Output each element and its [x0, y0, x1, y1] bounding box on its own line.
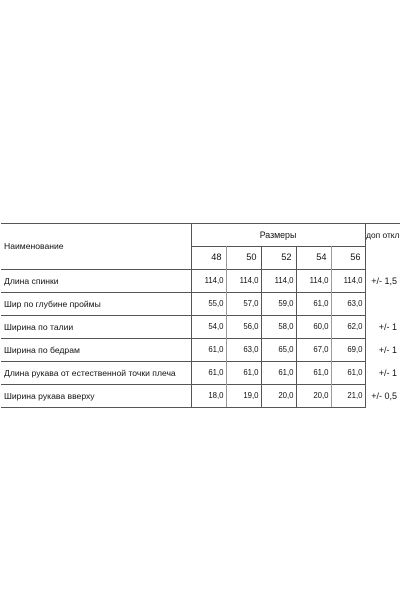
size-header-1: 50 [226, 247, 261, 270]
row-tolerance: +/- 1 [365, 362, 400, 385]
size-header-tolerance-empty [365, 247, 400, 270]
header-sizes-cell [191, 224, 365, 247]
table-row [1, 316, 400, 339]
table-row [1, 362, 400, 385]
row-value: 57,0 [226, 293, 261, 316]
header-row-1 [1, 224, 400, 247]
size-header-0: 48 [191, 247, 226, 270]
row-name: Шир по глубине проймы [1, 293, 191, 316]
header-name-label: Наименование [4, 241, 64, 252]
row-value: 60,0 [296, 316, 331, 339]
row-value: 114,0 [296, 270, 331, 293]
row-value: 61,0 [296, 362, 331, 385]
header-tolerance-cell [365, 224, 400, 247]
row-value: 19,0 [226, 385, 261, 408]
row-value: 114,0 [191, 270, 226, 293]
row-value: 61,0 [191, 339, 226, 362]
row-value: 114,0 [331, 270, 365, 293]
row-name: Ширина по талии [1, 316, 191, 339]
row-name: Ширина рукава вверху [1, 385, 191, 408]
row-value: 114,0 [261, 270, 296, 293]
header-sizes-label: Размеры [259, 229, 297, 240]
row-tolerance: +/- 1 [365, 316, 400, 339]
row-value: 54,0 [191, 316, 226, 339]
row-tolerance: +/- 0,5 [365, 385, 400, 408]
row-value: 61,0 [296, 293, 331, 316]
row-value: 61,0 [331, 362, 365, 385]
row-value: 63,0 [226, 339, 261, 362]
table-row [1, 270, 400, 293]
row-value: 69,0 [331, 339, 365, 362]
row-value: 59,0 [261, 293, 296, 316]
row-tolerance: +/- 1,5 [365, 270, 400, 293]
row-tolerance: +/- 1 [365, 339, 400, 362]
header-name-cell [1, 224, 191, 270]
row-value: 65,0 [261, 339, 296, 362]
size-chart-table [1, 223, 400, 408]
table-row [1, 385, 400, 408]
row-value: 55,0 [191, 293, 226, 316]
row-value: 21,0 [331, 385, 365, 408]
row-value: 63,0 [331, 293, 365, 316]
row-value: 20,0 [261, 385, 296, 408]
row-value: 62,0 [331, 316, 365, 339]
row-name: Длина спинки [1, 270, 191, 293]
table-row [1, 339, 400, 362]
size-header-2: 52 [261, 247, 296, 270]
table-row [1, 293, 400, 316]
header-tolerance-label: доп откл [366, 230, 400, 241]
row-value: 61,0 [261, 362, 296, 385]
row-value: 56,0 [226, 316, 261, 339]
size-header-4: 56 [331, 247, 365, 270]
row-value: 18,0 [191, 385, 226, 408]
row-value: 114,0 [226, 270, 261, 293]
size-header-3: 54 [296, 247, 331, 270]
row-value: 58,0 [261, 316, 296, 339]
row-value: 20,0 [296, 385, 331, 408]
row-name: Ширина по бедрам [1, 339, 191, 362]
row-tolerance [365, 293, 400, 316]
row-value: 67,0 [296, 339, 331, 362]
row-name: Длина рукава от естественной точки плеча [1, 362, 191, 385]
row-value: 61,0 [226, 362, 261, 385]
row-value: 61,0 [191, 362, 226, 385]
